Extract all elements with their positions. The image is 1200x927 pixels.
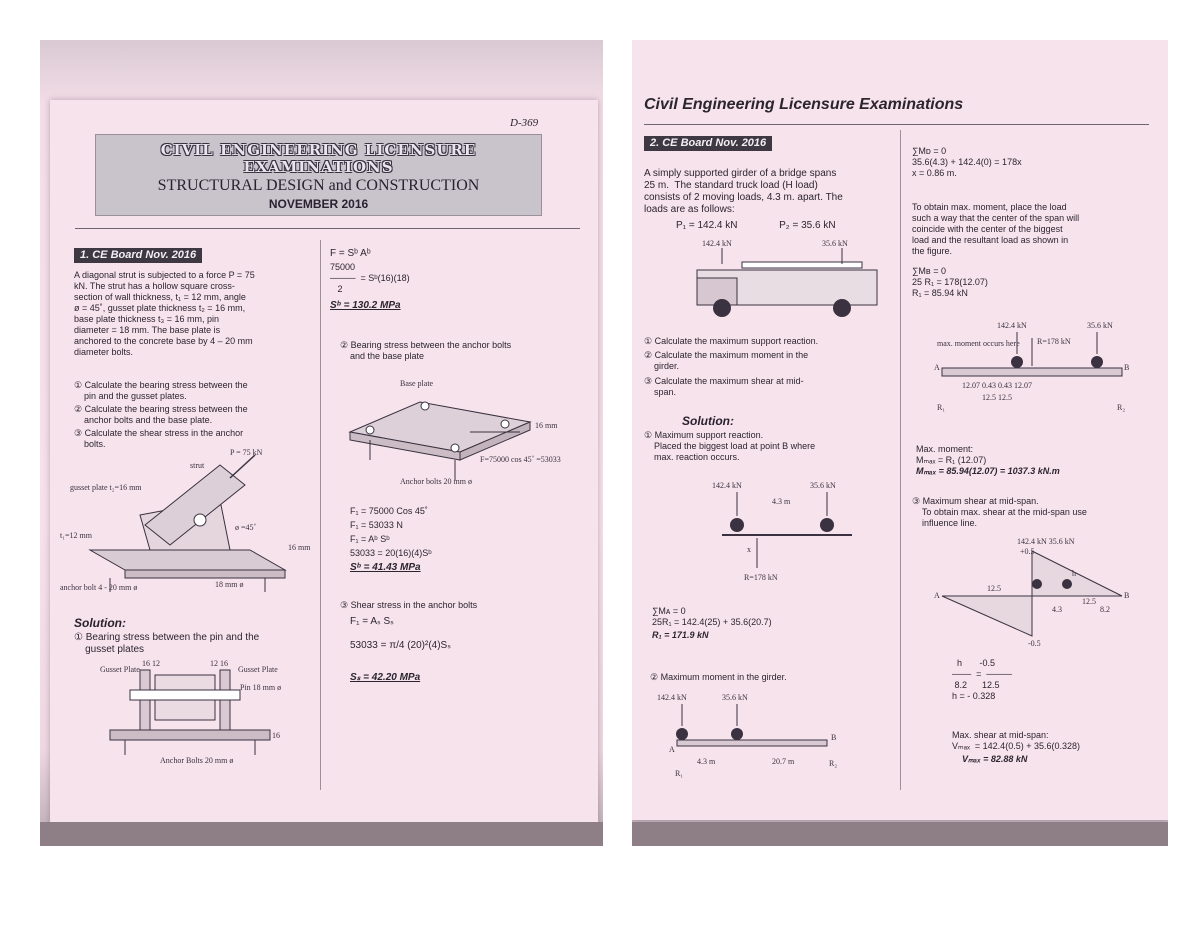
problem1-sol1-title: ① Bearing stress between the pin and the gusset plates [74,632,260,655]
right-page-photo [632,40,1168,846]
problem2-solution-label: Solution: [682,414,734,428]
fig1-x: x [747,545,751,554]
fig1-p1: 142.4 kN [712,481,742,490]
base-thick-label: 16 mm [535,421,558,430]
anchor-bolt-label: Anchor Bolts 20 mm ø [160,756,234,765]
pin-shaft-shape [130,690,240,700]
col2-answer3: Mₘₐₓ = 85.94(12.07) = 1037.3 kN.m [916,466,1060,476]
influence-line-figure [932,536,1132,646]
problem2-answer1: R₁ = 171.9 kN [652,630,709,640]
base-bolts-label: Anchor bolts 20 mm ø [400,477,472,486]
left-page [50,100,598,830]
right-page [632,40,1168,820]
fig1-r: R=178 kN [744,573,778,582]
fig4-loads: 142.4 kN 35.6 kN [1017,537,1075,546]
force-label: P = 75 kN [230,448,263,457]
bolt-hole-4 [421,402,429,410]
pin-figure [100,660,280,770]
col2-answer4: Vₘₐₓ = 82.88 kN [962,754,1028,764]
col2-eqs4: Max. shear at mid-span: Vₘₐₓ = 142.4(0.5) + 35.6(0.328) [952,730,1080,751]
fig2-r1: R₁ [675,769,684,778]
right-photo-bottom [632,822,1168,846]
base-plate-figure [340,372,560,492]
col2-answer3: Sₛ = 42.20 MPa [350,672,421,683]
problem1-badge: 1. CE Board Nov. 2016 [74,248,202,263]
problem2-eqs1: ∑Mᴀ = 0 25R₁ = 142.4(25) + 35.6(20.7) [652,606,772,627]
truck-wheel-rear [833,299,851,317]
fig3-dims: 12.07 0.43 0.43 12.07 [962,381,1032,390]
right-header-rule [644,124,1149,125]
il-negative [942,596,1032,636]
fig3-note: max. moment occurs here [937,339,1020,348]
pin-dia-label: Pin 18 mm ø [240,683,282,692]
base-plate-shape [90,550,285,570]
col2-eq2: 75000 ──── = Sᵇ(16)(18) 2 [330,262,410,294]
fig4-d1: 12.5 [987,584,1001,593]
col2-eqs3: Max. moment: Mₘₐₓ = R₁ (12.07) [916,444,987,465]
problem1-question-2: ② Calculate the bearing stress between the anchor bolts and the base plate. [74,404,248,425]
problem1-question-3: ③ Calculate the shear stress in the anchor bolts. [74,428,244,449]
base-force-label: F=75000 cos 45˚ =53033 [480,455,561,464]
col2-eq1: F = Sᵇ Aᵇ [330,248,371,259]
fig4-b: B [1124,591,1130,600]
col2-eqs3: F₁ = Aₛ Sₛ 53033 = π/4 (20)²(4)Sₛ [350,616,451,651]
left-page-photo [40,40,603,846]
il-positive [1032,551,1122,596]
fig4-top: +0.5 [1020,547,1035,556]
header-title-line1: CIVIL ENGINEERING LICENSURE [160,141,477,159]
fig3-r2: R₂ [1117,403,1126,412]
dim-left-label: 16 12 [142,659,160,668]
max-wheel-2 [1091,356,1103,368]
wheel-2 [820,518,834,532]
fig2-b: B [831,733,837,742]
base-shape [110,730,270,740]
truck-wheel-front [713,299,731,317]
bolt-hole-1 [366,426,374,434]
col2-ratio: h -0.5 ─── = ──── 8.2 12.5 h = - 0.328 [952,658,1012,701]
fig2-d1: 4.3 m [697,757,716,766]
fig2-r2: R₂ [829,759,838,768]
fig4-d3: 4.3 [1052,605,1062,614]
header-rule [75,228,580,229]
exam-header [95,134,542,216]
plate-thickness-label: 16 mm [288,543,311,552]
pin-shape [194,514,206,526]
base-plate-edge [125,570,285,578]
reaction-figure [712,480,872,590]
dim-right-label: 12 16 [210,659,228,668]
max-moment-figure [932,320,1132,415]
right-header: Civil Engineering Licensure Examinations [644,96,964,113]
header-title-line2: EXAMINATIONS [243,158,394,176]
col2-sol3-title: ③ Shear stress in the anchor bolts [340,600,478,610]
column-divider [320,240,321,790]
bolt-hole-2 [501,420,509,428]
fig2-p2: 35.6 kN [722,693,748,702]
girder-shape [677,740,827,746]
fig4-d4: 8.2 [1100,605,1110,614]
truck-ladder [742,262,862,268]
right-column-divider [900,130,901,790]
problem2-sol2: ② Maximum moment in the girder. [650,672,787,682]
col2-answer1: Sᵇ = 130.2 MPa [330,300,401,311]
col2-text1: To obtain max. moment, place the load such a way that the center of the span will coincide with the center of the biggest load and the resultant load as shown in the figure. [912,202,1080,256]
problem2-sol1: ① Maximum support reaction. Placed the biggest load at point B where max. reaction occurs. [644,430,816,462]
max-wheel-1 [1011,356,1023,368]
fig4-d2: 12.5 [1082,597,1096,606]
problem1-question-1: ① Calculate the bearing stress between the pin and the gusset plates. [74,380,248,401]
page-number: D-369 [510,117,539,129]
moment-figure [657,692,857,782]
col2-eqs1: ∑Mᴅ = 0 35.6(4.3) + 142.4(0) = 178x x = 0.86 m. [912,146,1022,178]
base-thickness-label: 16 [272,731,280,740]
problem1-solution-label: Solution: [74,616,126,630]
fig3-r1: R₁ [937,403,946,412]
t1-label: t₁=12 mm [60,531,92,540]
base-plate-label: Base plate [400,379,434,388]
fig2-a: A [669,745,675,754]
fig4-a: A [934,591,940,600]
fig3-r: R=178 kN [1037,337,1071,346]
col2-sol2-title: ② Bearing stress between the anchor bolts and the base plate [340,340,512,361]
fig2-p1: 142.4 kN [657,693,687,702]
fig3-a: A [934,363,940,372]
strut-label: strut [190,461,205,470]
problem2-question-1: ① Calculate the maximum support reaction. [644,336,819,346]
header-month: NOVEMBER 2016 [268,197,369,211]
girder-wheel-2 [731,728,743,740]
problem2-question-2: ② Calculate the maximum moment in the girder. [644,350,809,371]
col2-eqs2: ∑Mʙ = 0 25 R₁ = 178(12.07) R₁ = 85.94 kN [912,266,988,298]
col2-answer2: Sᵇ = 41.43 MPa [350,562,421,573]
problem2-loads: P₁ = 142.4 kN P₂ = 35.6 kN [676,220,836,231]
fig1-gap: 4.3 m [772,497,791,506]
gusset-label: gusset plate t₂=16 mm [70,483,142,492]
col2-eqs2: F₁ = 75000 Cos 45˚ F₁ = 53033 N F₁ = Aᵇ Sᵇ 53033 = 20(16)(4)Sᵇ [350,506,432,558]
fig3-p2: 35.6 kN [1087,321,1113,330]
col2-sol3: ③ Maximum shear at mid-span. To obtain max. shear at the mid-span use influence line. [912,496,1087,528]
fig4-bot: -0.5 [1028,639,1041,648]
problem2-statement: A simply supported girder of a bridge spans 25 m. The standard truck load (H load) consists of 2 moving loads, 4.3 m. apart. The loads are as follows: [644,168,843,215]
fig3-halves: 12.5 12.5 [982,393,1012,402]
wheel-1 [730,518,744,532]
gusset-left-label: Gusset Plate [100,665,140,674]
span-shape [942,368,1122,376]
force-arrow [230,455,255,478]
fig2-d2: 20.7 m [772,757,795,766]
fig4-h: h [1072,569,1076,578]
problem1-statement: A diagonal strut is subjected to a force P = 75 kN. The strut has a hollow square cross- section of wall thickness, t₁ = 12 mm, angle ø = 45˚, gusset plate thickness t₂ = 16 mm, base plate thickness t₃ = 16 mm, pin diameter = 18 mm. The base plate is anchored to the concrete base by 4 – 20 mm diameter bolts. [74,270,255,357]
pin-label: 18 mm ø [215,580,244,589]
problem2-badge: 2. CE Board Nov. 2016 [644,136,772,151]
angle-label: ø =45˚ [235,523,257,532]
truck-figure [687,240,887,330]
girder-wheel-1 [676,728,688,740]
il-wheel-1 [1032,579,1042,589]
truck-load2-label: 35.6 kN [822,239,848,248]
problem2-question-3: ③ Calculate the maximum shear at mid- span. [644,376,804,397]
header-subtitle: STRUCTURAL DESIGN and CONSTRUCTION [157,177,480,194]
left-photo-bottom [40,822,603,846]
fig3-p1: 142.4 kN [997,321,1027,330]
bolt-hole-3 [451,444,459,452]
il-wheel-2 [1062,579,1072,589]
strut-figure [60,448,311,600]
gusset-right-label: Gusset Plate [238,665,278,674]
fig1-p2: 35.6 kN [810,481,836,490]
fig3-b: B [1124,363,1130,372]
bolt-label: anchor bolt 4 - 20 mm ø [60,583,138,592]
truck-load1-label: 142.4 kN [702,239,732,248]
